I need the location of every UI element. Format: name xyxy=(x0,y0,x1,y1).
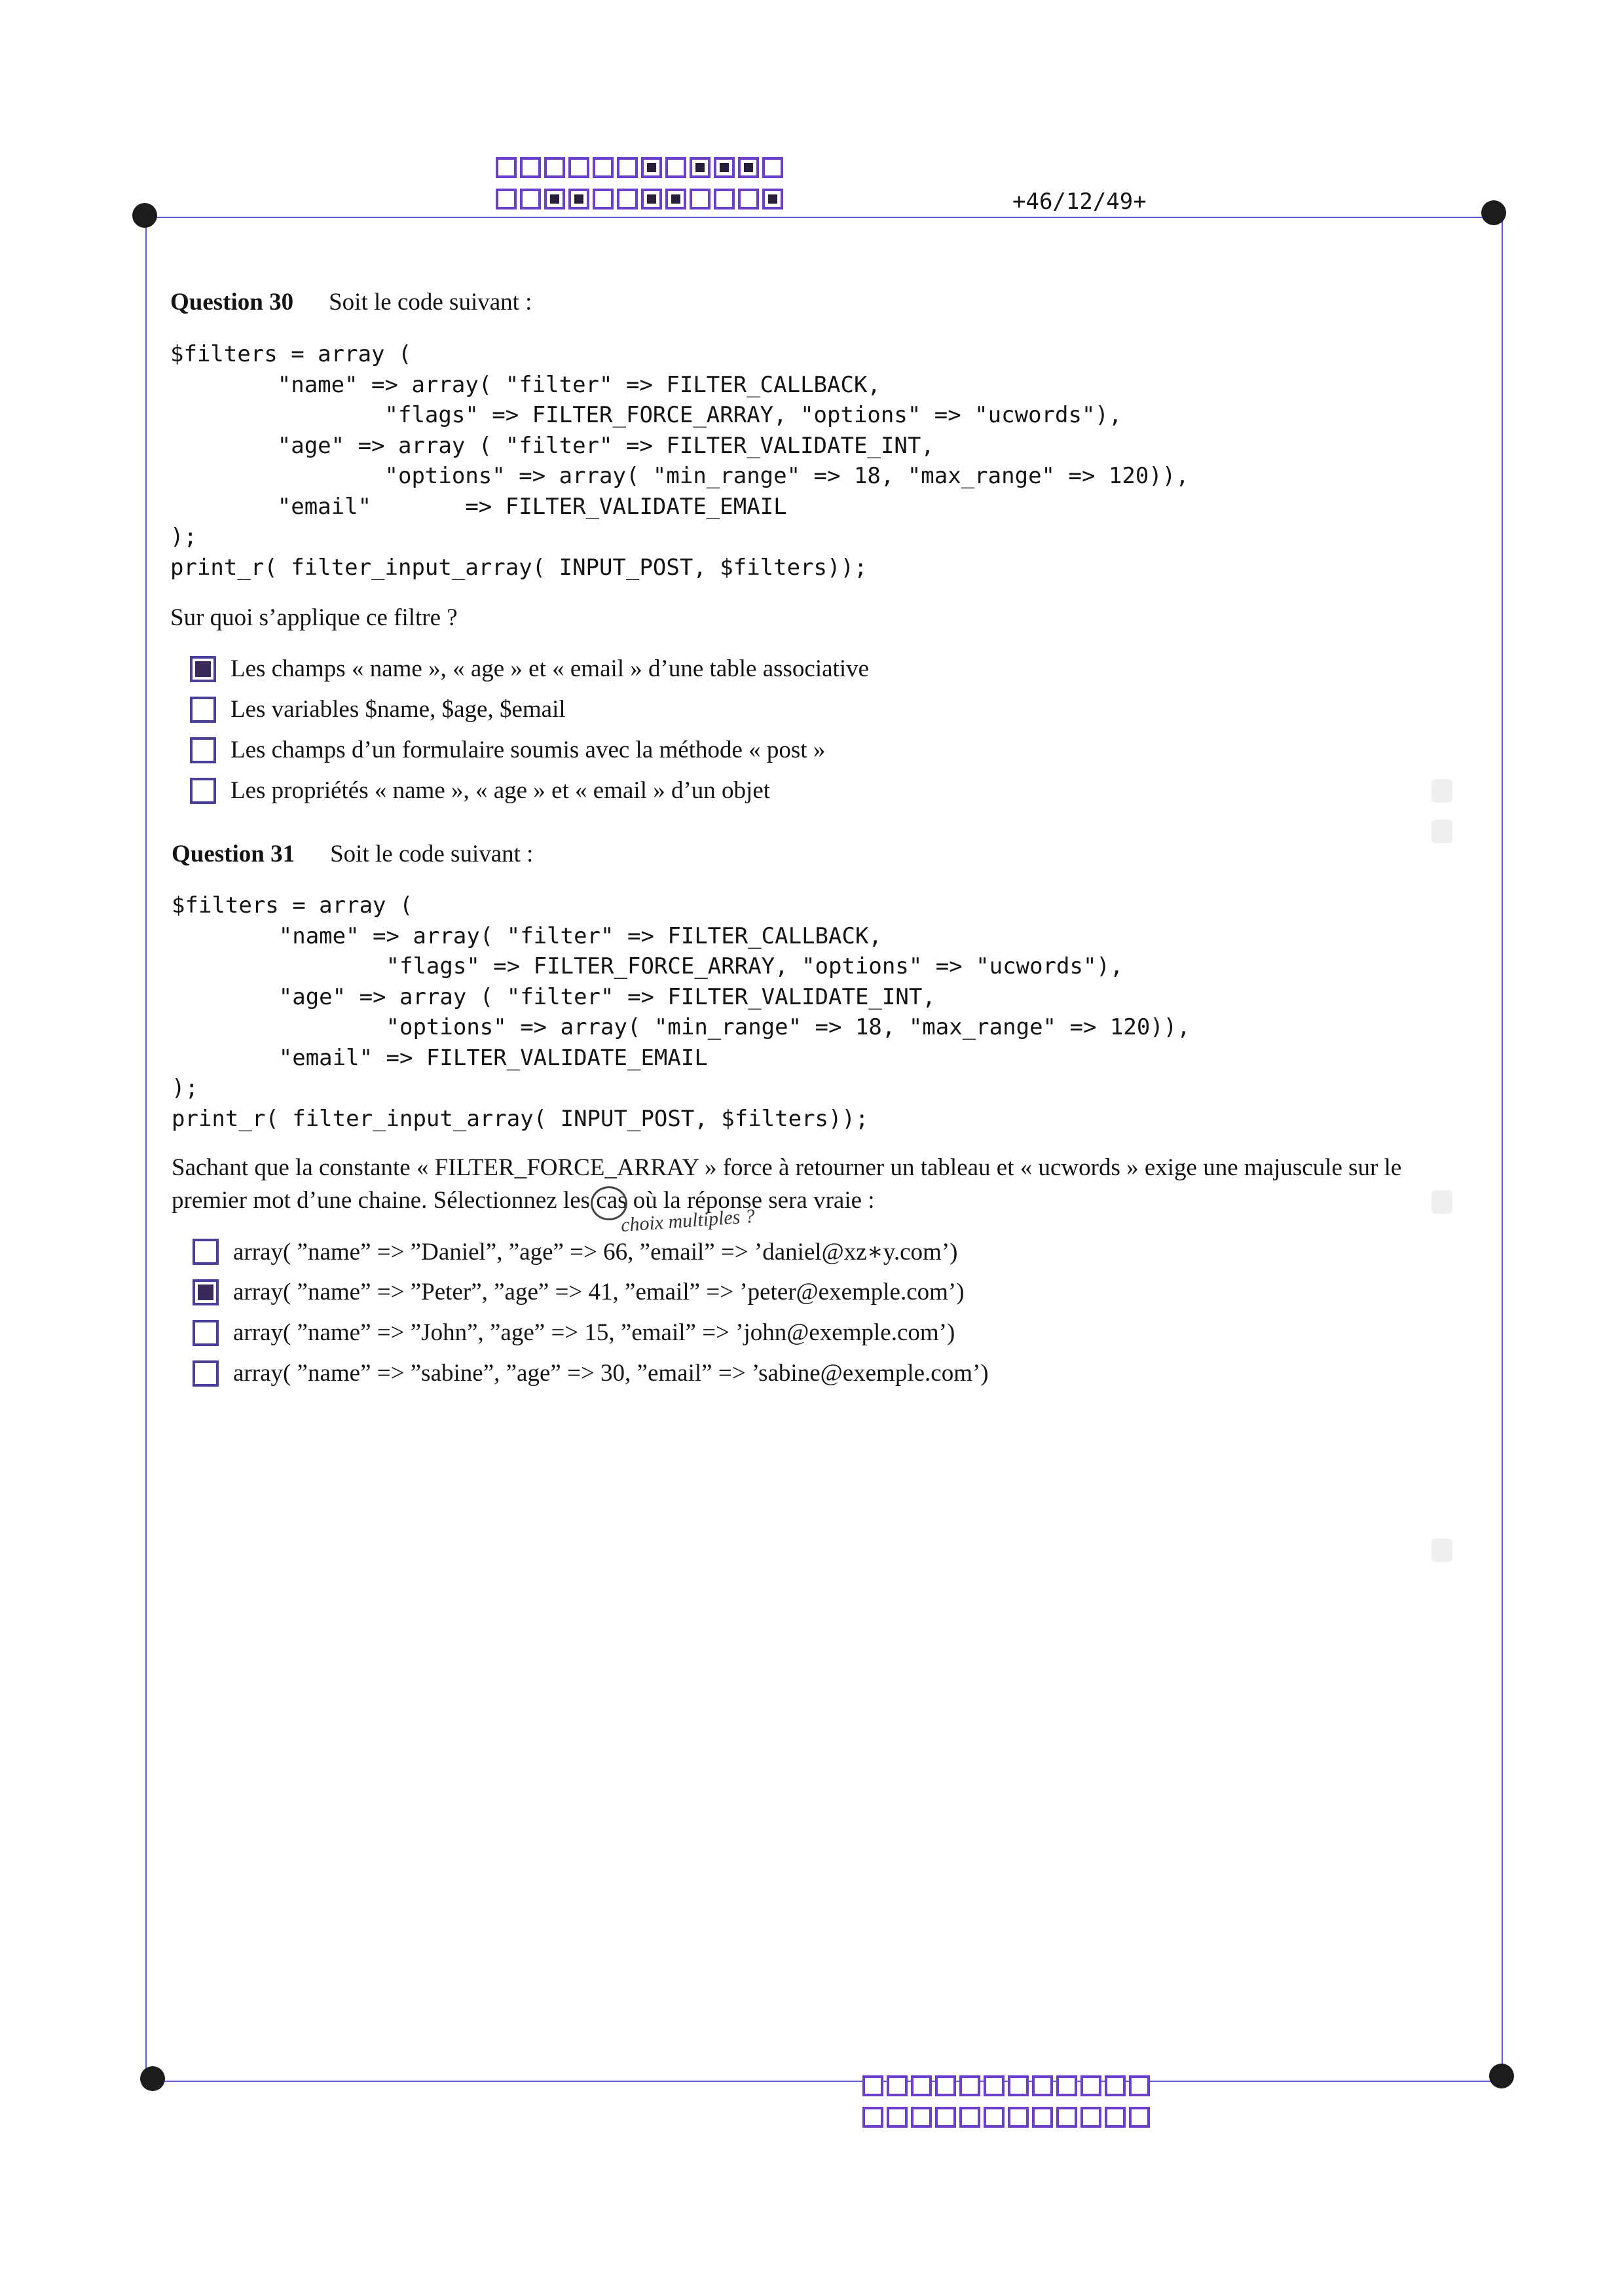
footer-box-cell xyxy=(1056,2075,1077,2096)
question-31-header xyxy=(172,840,533,868)
footer-box-cell xyxy=(984,2075,1005,2096)
footer-box-row-1 xyxy=(862,2075,1153,2096)
id-box-cell xyxy=(593,157,614,178)
footer-box-cell xyxy=(1008,2075,1029,2096)
q30-choice-4[interactable] xyxy=(190,776,770,805)
q31-choice-3[interactable] xyxy=(193,1319,955,1347)
footer-box-cell xyxy=(1129,2107,1150,2128)
id-box-cell xyxy=(568,157,589,178)
scan-smudge xyxy=(1431,1539,1452,1562)
q30-choice-2-checkbox[interactable] xyxy=(190,697,216,723)
question-31-prompt-line-2: premier mot d’une chaine. Sélectionnez les cas où la réponse sera vraie : xyxy=(172,1187,875,1214)
question-30-prompt: Sur quoi s’applique ce filtre ? xyxy=(170,604,458,631)
q31-choice-2-label: array( ”name” => ”Peter”, ”age” => 41, ”email” => ’peter@exemple.com’) xyxy=(233,1279,965,1305)
q31-choice-3-label: array( ”name” => ”John”, ”age” => 15, ”email” => ’john@exemple.com’) xyxy=(233,1319,955,1346)
scan-smudge xyxy=(1431,779,1452,803)
question-30-header xyxy=(170,288,532,316)
question-30-intro: Soit le code suivant : xyxy=(329,289,532,316)
q30-choice-2-label: Les variables $name, $age, $email xyxy=(231,696,566,723)
footer-box-cell xyxy=(1008,2107,1029,2128)
page-code: +46/12/49+ xyxy=(1012,189,1147,215)
footer-box-cell xyxy=(1129,2075,1150,2096)
footer-box-cell xyxy=(984,2107,1005,2128)
id-box-cell xyxy=(544,189,565,210)
question-30-title: Question 30 xyxy=(170,289,294,316)
question-31-prompt-line-1: Sachant que la constante « FILTER_FORCE_ARRAY » force à retourner un tableau et « ucwords » exige une majuscule sur le xyxy=(172,1154,1402,1181)
q30-choice-1-checkbox[interactable] xyxy=(190,656,216,682)
id-box-row-1 xyxy=(496,157,786,178)
footer-box-cell xyxy=(935,2075,956,2096)
id-box-cell xyxy=(738,189,759,210)
q30-choice-1-label: Les champs « name », « age » et « email » d’une table associative xyxy=(231,655,870,682)
footer-box-cell xyxy=(911,2107,932,2128)
id-box-cell xyxy=(665,189,686,210)
footer-box-cell xyxy=(862,2075,883,2096)
q30-choice-3-checkbox[interactable] xyxy=(190,737,216,763)
scan-smudge xyxy=(1431,1190,1452,1214)
id-box-cell xyxy=(690,189,710,210)
q30-choice-1[interactable] xyxy=(190,655,869,683)
id-box-cell xyxy=(544,157,565,178)
footer-box-cell xyxy=(1056,2107,1077,2128)
id-box-row-2 xyxy=(496,189,786,210)
q30-choice-4-checkbox[interactable] xyxy=(190,778,216,804)
footer-box-row-2 xyxy=(862,2107,1153,2128)
question-30-code: $filters = array ( "name" => array( "filter" => FILTER_CALLBACK, "flags" => FILTER_FORCE_ARRAY, "options" => "ucwords"), "age" => array ( "filter" => FILTER_VALIDATE_INT, "options" => array( "min_range" => 18, "max_range" => 120)), "email" => FILTER_VALIDATE_EMAIL ); print_r( filter_input_array( INPUT_POST, $filters)); xyxy=(170,341,1189,581)
footer-box-cell xyxy=(911,2075,932,2096)
footer-box-cell xyxy=(887,2107,908,2128)
q31-choice-4-checkbox[interactable] xyxy=(193,1360,219,1387)
id-box-cell xyxy=(738,157,759,178)
id-box-cell xyxy=(520,157,541,178)
q30-choice-2[interactable] xyxy=(190,695,566,723)
id-box-cell xyxy=(714,157,735,178)
footer-box-cell xyxy=(887,2075,908,2096)
footer-box-cell xyxy=(1080,2075,1101,2096)
footer-box-cell xyxy=(959,2075,980,2096)
id-box-cell xyxy=(496,157,517,178)
q30-choice-3-label: Les champs d’un formulaire soumis avec la méthode « post » xyxy=(231,737,826,763)
q31-choice-4[interactable] xyxy=(193,1359,989,1387)
corner-mark-bottom-right xyxy=(1489,2064,1514,2088)
q31-choice-4-label: array( ”name” => ”sabine”, ”age” => 30, ”email” => ’sabine@exemple.com’) xyxy=(233,1360,989,1387)
q31-choice-2[interactable] xyxy=(193,1278,965,1306)
id-box-cell xyxy=(617,189,638,210)
id-box-cell xyxy=(593,189,614,210)
q30-choice-3[interactable] xyxy=(190,736,825,764)
id-box-cell xyxy=(690,157,710,178)
id-box-cell xyxy=(568,189,589,210)
id-box-cell xyxy=(617,157,638,178)
id-box-cell xyxy=(496,189,517,210)
id-box-cell xyxy=(520,189,541,210)
id-box-cell xyxy=(641,157,662,178)
q31-choice-3-checkbox[interactable] xyxy=(193,1320,219,1346)
q30-choice-4-label: Les propriétés « name », « age » et « email » d’un objet xyxy=(231,777,771,804)
footer-box-cell xyxy=(1105,2075,1126,2096)
id-box-cell xyxy=(665,157,686,178)
question-31-code: $filters = array ( "name" => array( "filter" => FILTER_CALLBACK, "flags" => FILTER_FORCE_ARRAY, "options" => "ucwords"), "age" => array ( "filter" => FILTER_VALIDATE_INT, "options" => array( "min_range" => 18, "max_range" => 120)), "email" => FILTER_VALIDATE_EMAIL ); print_r( filter_input_array( INPUT_POST, $filters)); xyxy=(172,892,1190,1132)
id-box-cell xyxy=(641,189,662,210)
q31-choice-1-label: array( ”name” => ”Daniel”, ”age” => 66, ”email” => ’daniel@xz∗y.com’) xyxy=(233,1239,958,1266)
q31-choice-1[interactable] xyxy=(193,1237,957,1266)
corner-mark-bottom-left xyxy=(140,2066,165,2091)
corner-mark-top-left xyxy=(132,203,157,228)
scan-smudge xyxy=(1431,820,1452,843)
q31-choice-1-checkbox[interactable] xyxy=(193,1239,219,1265)
corner-mark-top-right xyxy=(1481,200,1506,225)
handwritten-note: choix multiples ? xyxy=(620,1205,756,1237)
footer-box-cell xyxy=(1032,2107,1053,2128)
footer-box-cell xyxy=(1032,2075,1053,2096)
id-box-cell xyxy=(762,189,783,210)
question-31-title: Question 31 xyxy=(172,841,295,867)
id-box-cell xyxy=(714,189,735,210)
footer-box-cell xyxy=(959,2107,980,2128)
footer-box-cell xyxy=(862,2107,883,2128)
id-box-cell xyxy=(762,157,783,178)
footer-box-cell xyxy=(1080,2107,1101,2128)
q31-choice-2-checkbox[interactable] xyxy=(193,1279,219,1305)
footer-box-cell xyxy=(935,2107,956,2128)
footer-box-cell xyxy=(1105,2107,1126,2128)
question-31-intro: Soit le code suivant : xyxy=(330,841,534,867)
